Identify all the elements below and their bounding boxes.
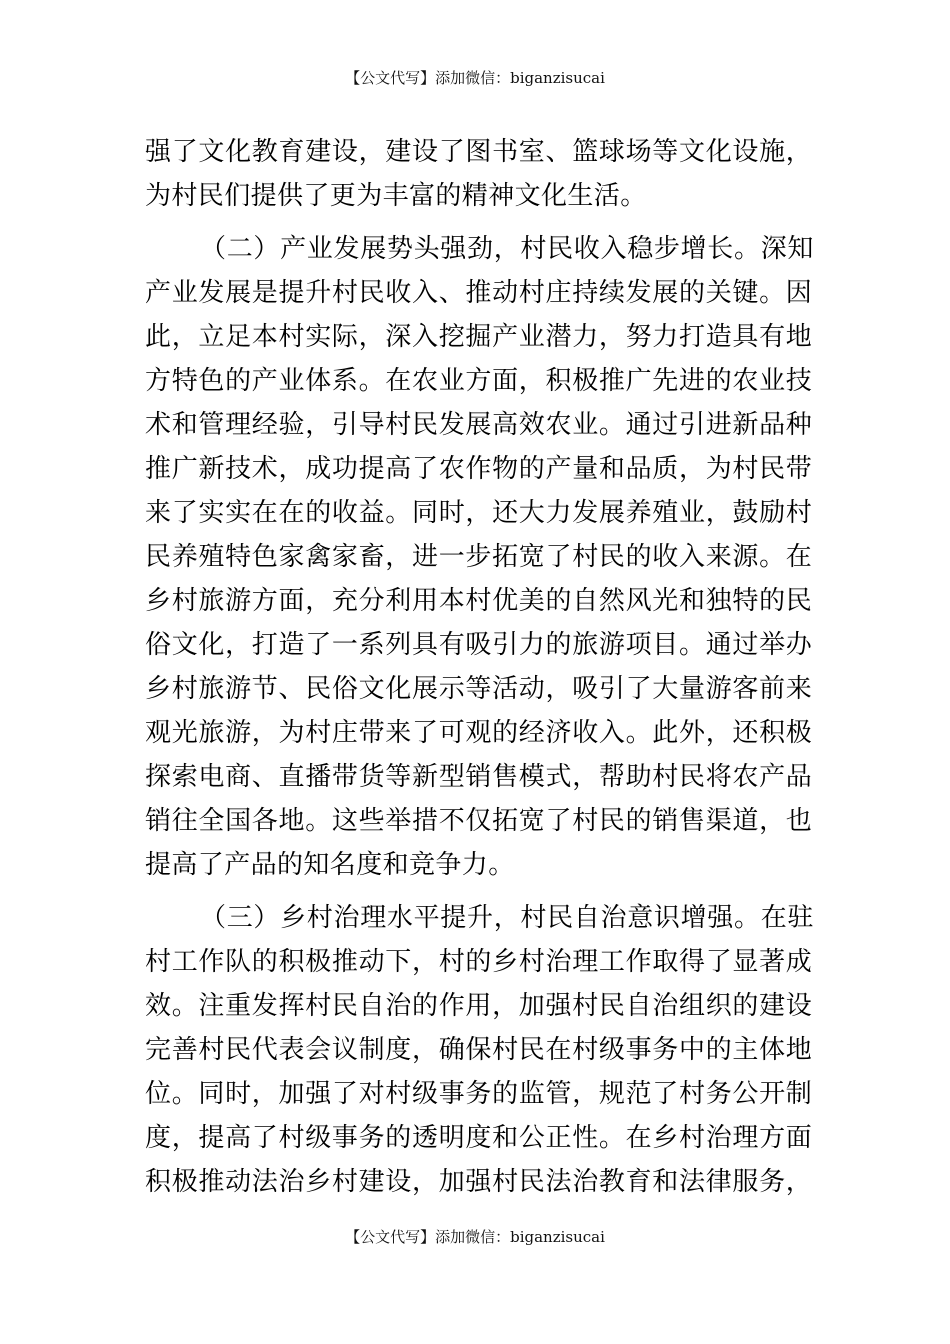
paragraph-2-line-8: 民养殖特色家禽家畜，进一步拓宽了村民的收入来源。在 bbox=[145, 542, 813, 572]
page-footer-watermark: 【公文代写】添加微信：biganzisucai bbox=[345, 1228, 605, 1246]
paragraph-2-line-6: 推广新技术，成功提高了农作物的产量和品质，为村民带 bbox=[145, 454, 813, 484]
paragraph-3-line-2: 村工作队的积极推动下，村的乡村治理工作取得了显著成 bbox=[145, 947, 813, 977]
paragraph-3-line-1: （三）乡村治理水平提升，村民自治意识增强。在驻 bbox=[200, 903, 815, 933]
paragraph-2-line-5: 术和管理经验，引导村民发展高效农业。通过引进新品种 bbox=[145, 410, 813, 440]
paragraph-2-line-9: 乡村旅游方面，充分利用本村优美的自然风光和独特的民 bbox=[145, 586, 813, 616]
paragraph-1-line-1: 强了文化教育建设，建设了图书室、篮球场等文化设施， bbox=[145, 137, 813, 167]
paragraph-2-line-7: 来了实实在在的收益。同时，还大力发展养殖业，鼓励村 bbox=[145, 498, 813, 528]
paragraph-2-line-2: 产业发展是提升村民收入、推动村庄持续发展的关键。因 bbox=[145, 278, 813, 308]
paragraph-2-line-10: 俗文化，打造了一系列具有吸引力的旅游项目。通过举办 bbox=[145, 630, 813, 660]
paragraph-2-line-3: 此，立足本村实际，深入挖掘产业潜力，努力打造具有地 bbox=[145, 322, 813, 352]
paragraph-3-line-3: 效。注重发挥村民自治的作用，加强村民自治组织的建设 bbox=[145, 991, 813, 1021]
paragraph-2-line-4: 方特色的产业体系。在农业方面，积极推广先进的农业技 bbox=[145, 366, 813, 396]
paragraph-3-line-6: 度，提高了村级事务的透明度和公正性。在乡村治理方面 bbox=[145, 1123, 813, 1153]
paragraph-3-line-7: 积极推动法治乡村建设，加强村民法治教育和法律服务， bbox=[145, 1167, 813, 1197]
paragraph-2-line-11: 乡村旅游节、民俗文化展示等活动，吸引了大量游客前来 bbox=[145, 674, 813, 704]
paragraph-1-line-2: 为村民们提供了更为丰富的精神文化生活。 bbox=[145, 181, 647, 211]
paragraph-3-line-4: 完善村民代表会议制度，确保村民在村级事务中的主体地 bbox=[145, 1035, 813, 1065]
paragraph-2-line-14: 销往全国各地。这些举措不仅拓宽了村民的销售渠道，也 bbox=[145, 806, 813, 836]
paragraph-2-line-12: 观光旅游，为村庄带来了可观的经济收入。此外，还积极 bbox=[145, 718, 813, 748]
paragraph-3-line-5: 位。同时，加强了对村级事务的监管，规范了村务公开制 bbox=[145, 1079, 813, 1109]
paragraph-2-line-1: （二）产业发展势头强劲，村民收入稳步增长。深知 bbox=[200, 234, 815, 264]
paragraph-2-line-13: 探索电商、直播带货等新型销售模式，帮助村民将农产品 bbox=[145, 762, 813, 792]
paragraph-2-line-15: 提高了产品的知名度和竞争力。 bbox=[145, 850, 515, 880]
page-header-watermark: 【公文代写】添加微信：biganzisucai bbox=[345, 69, 605, 87]
